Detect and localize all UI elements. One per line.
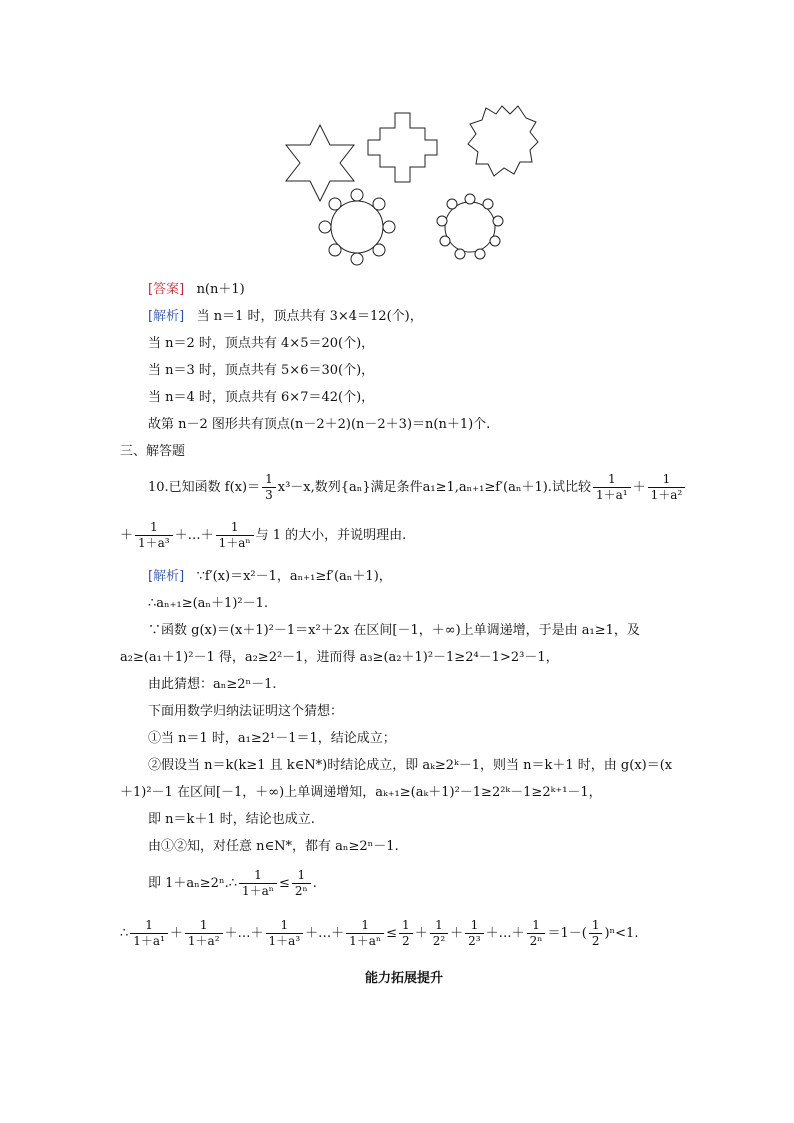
section-heading: 三、解答题 xyxy=(120,444,186,459)
answer-text: n(n＋1) xyxy=(196,282,245,297)
figure-group xyxy=(270,95,550,270)
sum-term-2: $\frac{1}{\text{1＋a²}}$ xyxy=(185,918,223,949)
solution-line-6: 下面用数学归纳法证明这个猜想： xyxy=(148,704,344,719)
sum-term-3: $\frac{1}{\text{1＋a³}}$ xyxy=(266,918,304,949)
fraction-a2: $\frac{1}{\text{1＋a²}}$ xyxy=(648,472,686,503)
geom-term-3: $\frac{1}{\text{2³}}$ xyxy=(465,918,483,949)
cogwheel-figure xyxy=(315,185,400,270)
analysis-text-5: 故第 n－2 图形共有顶点(n－2＋2)(n－2＋3)＝n(n＋1)个. xyxy=(148,417,491,432)
solution-line-13: ∴ $\frac{1}{\text{1＋a¹}}$ ＋ $\frac{1}{\text{1＋a²}}$ ＋…＋ $\frac{1}{\text{1＋a³}}$ ＋…＋ $\frac{1}{\text{1＋aⁿ}}$ ≤ $\frac{1}{2}$ ＋ $\frac{1}{\text{2²}}$ ＋ $\frac{1}{\text{2³}}$ ＋…＋ $\frac{1}{\text{2ⁿ}}$ ＝1－( $\frac{1}{2}$ )ⁿ<1. xyxy=(120,918,639,948)
hexagon-notched-figure xyxy=(460,98,545,183)
solution-line-11: 由①②知，对任意 n∈N*，都有 aₙ≥2ⁿ－1. xyxy=(148,839,399,854)
problem-text: 10.已知函数 f(x)＝ xyxy=(148,480,261,495)
solution-line-7: ①当 n＝1 时，a₁≥2¹－1＝1，结论成立； xyxy=(148,731,396,746)
analysis-tag: [解析] xyxy=(148,309,185,324)
solution-line-1: [解析] ∵f′(x)＝x²－1，aₙ₊₁≥f′(aₙ＋1)， xyxy=(148,569,392,584)
solution-tag: [解析] xyxy=(148,569,185,584)
analysis-text-3: 当 n＝3 时，顶点共有 5×6＝30(个)， xyxy=(148,363,375,378)
sum-term-1: $\frac{1}{\text{1＋a¹}}$ xyxy=(130,918,168,949)
solution-line-8: ②假设当 n＝k(k≥1 且 k∈N*)时结论成立，即 aₖ≥2ᵏ－1，则当 n＝k＋1 时，由 g(x)＝(x xyxy=(148,758,673,773)
geom-term-n: $\frac{1}{\text{2ⁿ}}$ xyxy=(527,918,546,949)
analysis-text-1: 当 n＝1 时，顶点共有 3×4＝12(个)， xyxy=(196,309,423,324)
sum-term-n: $\frac{1}{\text{1＋aⁿ}}$ xyxy=(346,918,384,949)
solution-line-9: ＋1)²－1 在区间[－1，＋∞)上单调递增知，aₖ₊₁≥(aₖ＋1)²－1≥2²ᵏ－1≥2ᵏ⁺¹－1， xyxy=(120,785,602,800)
solution-line-4: a₂≥(a₁＋1)²－1 得，a₂≥2²－1，进而得 a₃≥(a₂＋1)²－1≥2⁴－1>2³－1， xyxy=(120,650,559,665)
fraction-a1: $\frac{1}{\text{1＋a¹}}$ xyxy=(593,472,631,503)
fraction-a3: $\frac{1}{\text{1＋a³}}$ xyxy=(135,520,173,551)
fraction-1-over-1-plus-an: $\frac{1}{\text{1＋aⁿ}}$ xyxy=(239,868,277,899)
answer-line xyxy=(148,281,245,299)
analysis-text-2: 当 n＝2 时，顶点共有 4×5＝20(个)， xyxy=(148,336,375,351)
geom-term-2: $\frac{1}{\text{2²}}$ xyxy=(430,918,448,949)
analysis-line-2 xyxy=(148,335,374,353)
problem-10-line-2: ＋ $\frac{1}{\text{1＋a³}}$ ＋…＋ $\frac{1}{\text{1＋aⁿ}}$ 与 1 的大小，并说明理由. xyxy=(120,520,407,550)
solution-line-12: 即 1＋aₙ≥2ⁿ.∴ $\frac{1}{\text{1＋aⁿ}}$ ≤ $\frac{1}{\text{2ⁿ}}$ . xyxy=(148,868,317,898)
half-fraction: $\frac{1}{2}$ xyxy=(589,918,603,949)
solution-line-5: 由此猜想：aₙ≥2ⁿ－1. xyxy=(148,677,277,692)
problem-text-b: x³－x,数列{aₙ}满足条件a₁≥1,aₙ₊₁≥f′(aₙ＋1).试比较 xyxy=(277,480,591,495)
analysis-text-4: 当 n＝4 时，顶点共有 6×7＝42(个)， xyxy=(148,390,375,405)
fraction-1-over-2n: $\frac{1}{\text{2ⁿ}}$ xyxy=(292,868,311,899)
footer-heading: 能力拓展提升 xyxy=(365,971,444,986)
analysis-line-1 xyxy=(148,308,423,326)
fraction-an: $\frac{1}{\text{1＋aⁿ}}$ xyxy=(216,520,254,551)
fraction-one-third: $\frac{1}{3}$ xyxy=(262,472,276,503)
analysis-line-4 xyxy=(148,389,374,407)
solution-line-10: 即 n＝k＋1 时，结论也成立. xyxy=(148,812,315,827)
problem-10-line-1: 10.已知函数 f(x)＝ $\frac{1}{3}$ x³－x,数列{aₙ}满足条件a₁≥1,aₙ₊₁≥f′(aₙ＋1).试比较 $\frac{1}{\text{1＋a¹}}$ ＋ $\frac{1}{\text{1＋a²}}$ xyxy=(148,472,687,503)
analysis-line-3 xyxy=(148,362,374,380)
answer-tag: [答案] xyxy=(148,282,185,297)
solution-line-3: ∵函数 g(x)＝(x＋1)²－1＝x²＋2x 在区间[－1，＋∞)上单调递增，于是由 a₁≥1，及 xyxy=(148,623,640,638)
geom-term-1: $\frac{1}{2}$ xyxy=(399,918,413,949)
cross-figure xyxy=(365,110,440,185)
solution-line-2: ∴aₙ₊₁≥(aₙ＋1)²－1. xyxy=(148,596,269,611)
scalloped-figure xyxy=(430,187,510,267)
analysis-line-5 xyxy=(148,416,490,434)
